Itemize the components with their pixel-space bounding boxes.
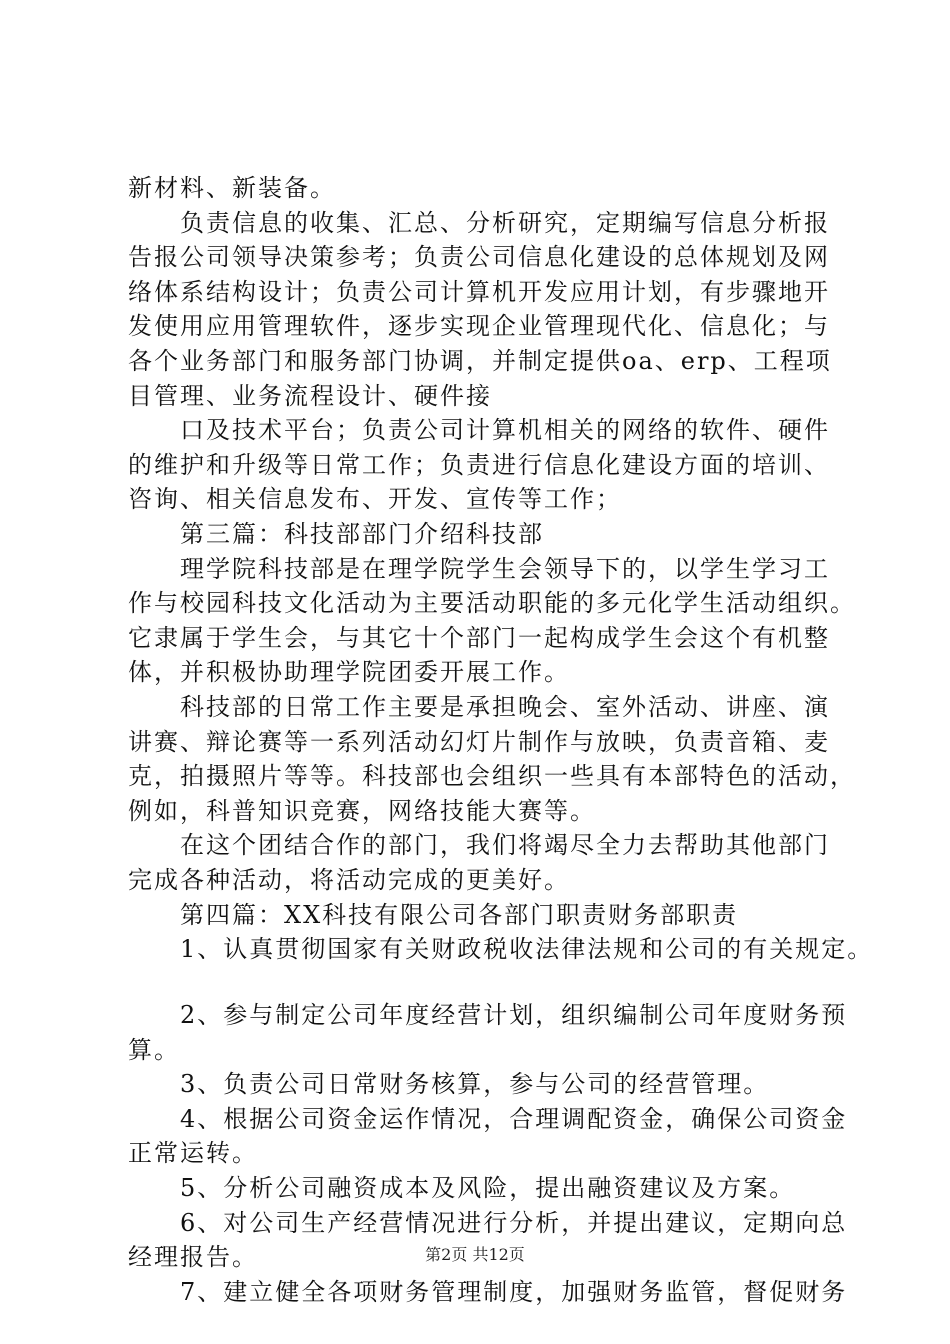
list-item: 2、参与制定公司年度经营计划，组织编制公司年度财务预 — [180, 1001, 848, 1029]
text-line: 负责信息的收集、汇总、分析研究，定期编写信息分析报 — [180, 209, 830, 237]
section-heading: 第四篇：XX科技有限公司各部门职责财务部职责 — [180, 901, 739, 929]
text-line: 作与校园科技文化活动为主要活动职能的多元化学生活动组织。 — [128, 589, 856, 617]
text-line: 的维护和升级等日常工作；负责进行信息化建设方面的培训、 — [128, 451, 830, 479]
list-item: 6、对公司生产经营情况进行分析，并提出建议，定期向总 — [180, 1209, 848, 1237]
text-line: 克，拍摄照片等等。科技部也会组织一些具有本部特色的活动， — [128, 762, 856, 790]
text-line: 各个业务部门和服务部门协调，并制定提供oa、erp、工程项 — [128, 347, 832, 375]
text-line: 在这个团结合作的部门，我们将竭尽全力去帮助其他部门 — [180, 831, 830, 859]
list-item: 3、负责公司日常财务核算，参与公司的经营管理。 — [180, 1070, 770, 1098]
page-footer: 第2页 共12页 — [425, 1245, 525, 1264]
text-line: 完成各种活动，将活动完成的更美好。 — [128, 866, 570, 894]
text-line: 发使用应用管理软件，逐步实现企业管理现代化、信息化；与 — [128, 312, 830, 340]
text-line: 例如，科普知识竞赛，网络技能大赛等。 — [128, 797, 596, 825]
list-item: 1、认真贯彻国家有关财政税收法律法规和公司的有关规定。 — [180, 935, 874, 963]
text-line: 目管理、业务流程设计、硬件接 — [128, 382, 492, 410]
text-line: 新材料、新装备。 — [128, 174, 336, 202]
text-line: 讲赛、辩论赛等一系列活动幻灯片制作与放映，负责音箱、麦 — [128, 728, 830, 756]
list-item: 正常运转。 — [128, 1139, 258, 1167]
list-item: 经理报告。 — [128, 1243, 258, 1271]
list-item: 7、建立健全各项财务管理制度，加强财务监管，督促财务 — [180, 1278, 848, 1306]
list-item: 4、根据公司资金运作情况，合理调配资金，确保公司资金 — [180, 1105, 848, 1133]
text-line: 它隶属于学生会，与其它十个部门一起构成学生会这个有机整 — [128, 624, 830, 652]
text-line: 科技部的日常工作主要是承担晚会、室外活动、讲座、演 — [180, 693, 830, 721]
text-line: 告报公司领导决策参考；负责公司信息化建设的总体规划及网 — [128, 243, 830, 271]
text-line: 体，并积极协助理学院团委开展工作。 — [128, 658, 570, 686]
text-line: 理学院科技部是在理学院学生会领导下的，以学生学习工 — [180, 555, 830, 583]
text-line: 口及技术平台；负责公司计算机相关的网络的软件、硬件 — [180, 416, 830, 444]
text-line: 咨询、相关信息发布、开发、宣传等工作； — [128, 485, 622, 513]
text-line: 络体系结构设计；负责公司计算机开发应用计划，有步骤地开 — [128, 278, 830, 306]
section-heading: 第三篇：科技部部门介绍科技部 — [180, 520, 544, 548]
list-item: 5、分析公司融资成本及风险，提出融资建议及方案。 — [180, 1174, 796, 1202]
list-item: 算。 — [128, 1036, 180, 1064]
